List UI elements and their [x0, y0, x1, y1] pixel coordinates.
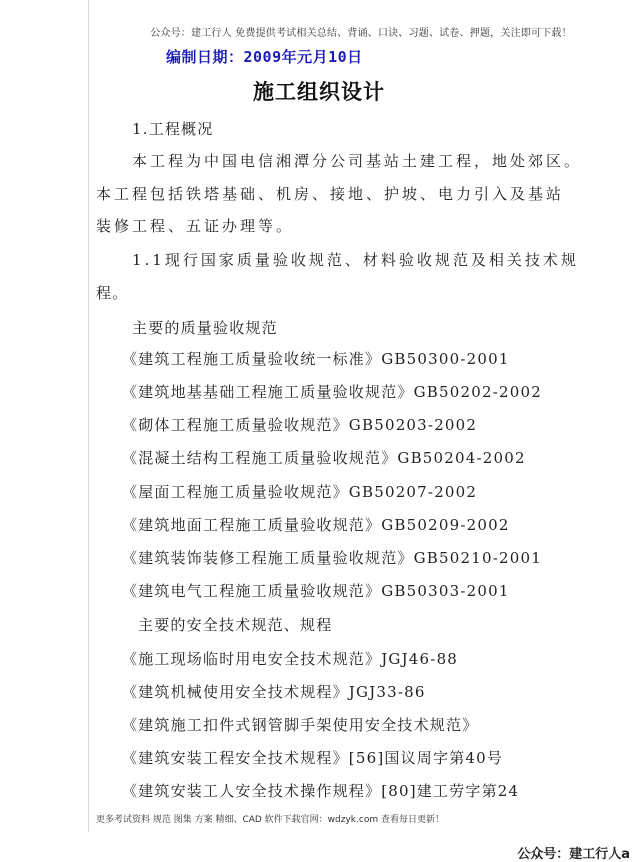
quality-standard-item: 《建筑工程施工质量验收统一标准》GB50300-2001 — [122, 350, 510, 368]
safety-standard-item: 《建筑施工扣件式钢管脚手架使用安全技术规范》 — [122, 716, 479, 734]
header-note: 公众号：建工行人 免费提供考试相关总结、背诵、口诀、习题、试卷、押题，关注即可下载！ — [150, 28, 572, 39]
overview-paragraph-line: 装修工程、五证办理等。 — [96, 217, 295, 235]
quality-standard-item: 《砌体工程施工质量验收规范》GB50203-2002 — [122, 416, 478, 434]
subsection-heading-standards-cont: 程。 — [96, 284, 129, 302]
safety-standard-item: 《建筑安装工人安全技术操作规程》[80]建工劳字第24 — [122, 782, 520, 800]
subsection-heading-standards: 1.1现行国家质量验收规范、材料验收规范及相关技术规 — [132, 251, 579, 269]
document-title: 施工组织设计 — [253, 80, 385, 104]
section-heading-overview: 1.工程概况 — [132, 120, 214, 138]
quality-standard-item: 《建筑装饰装修工程施工质量验收规范》GB50210-2001 — [122, 549, 542, 567]
quality-standard-item: 《建筑地面工程施工质量验收规范》GB50209-2002 — [122, 516, 510, 534]
quality-standards-heading: 主要的质量验收规范 — [132, 319, 278, 337]
quality-standard-item: 《混凝土结构工程施工质量验收规范》GB50204-2002 — [122, 449, 526, 467]
quality-standard-item: 《屋面工程施工质量验收规范》GB50207-2002 — [122, 483, 478, 501]
compile-date: 编制日期：2009年元月10日 — [166, 48, 363, 66]
quality-standard-item: 《建筑地基基础工程施工质量验收规范》GB50202-2002 — [122, 383, 542, 401]
safety-standards-heading: 主要的安全技术规范、规程 — [138, 616, 333, 634]
overview-paragraph-line: 本工程为中国电信湘潭分公司基站土建工程，地处郊区。 — [132, 152, 583, 170]
safety-standard-item: 《建筑机械使用安全技术规程》JGJ33-86 — [122, 683, 426, 701]
safety-standard-item: 《建筑安装工程安全技术规程》[56]国议周字第40号 — [122, 749, 504, 767]
footer-note: 更多考试资料 规范 图集 方案 精细、CAD 软件下载官网：wdzyk.com 查看每日更新！ — [96, 815, 444, 825]
account-watermark: 公众号：建工行人a — [517, 847, 630, 862]
quality-standard-item: 《建筑电气工程施工质量验收规范》GB50303-2001 — [122, 582, 510, 600]
safety-standard-item: 《施工现场临时用电安全技术规范》JGJ46-88 — [122, 650, 459, 668]
overview-paragraph-line: 本工程包括铁塔基础、机房、接地、护坡、电力引入及基站 — [96, 185, 565, 203]
